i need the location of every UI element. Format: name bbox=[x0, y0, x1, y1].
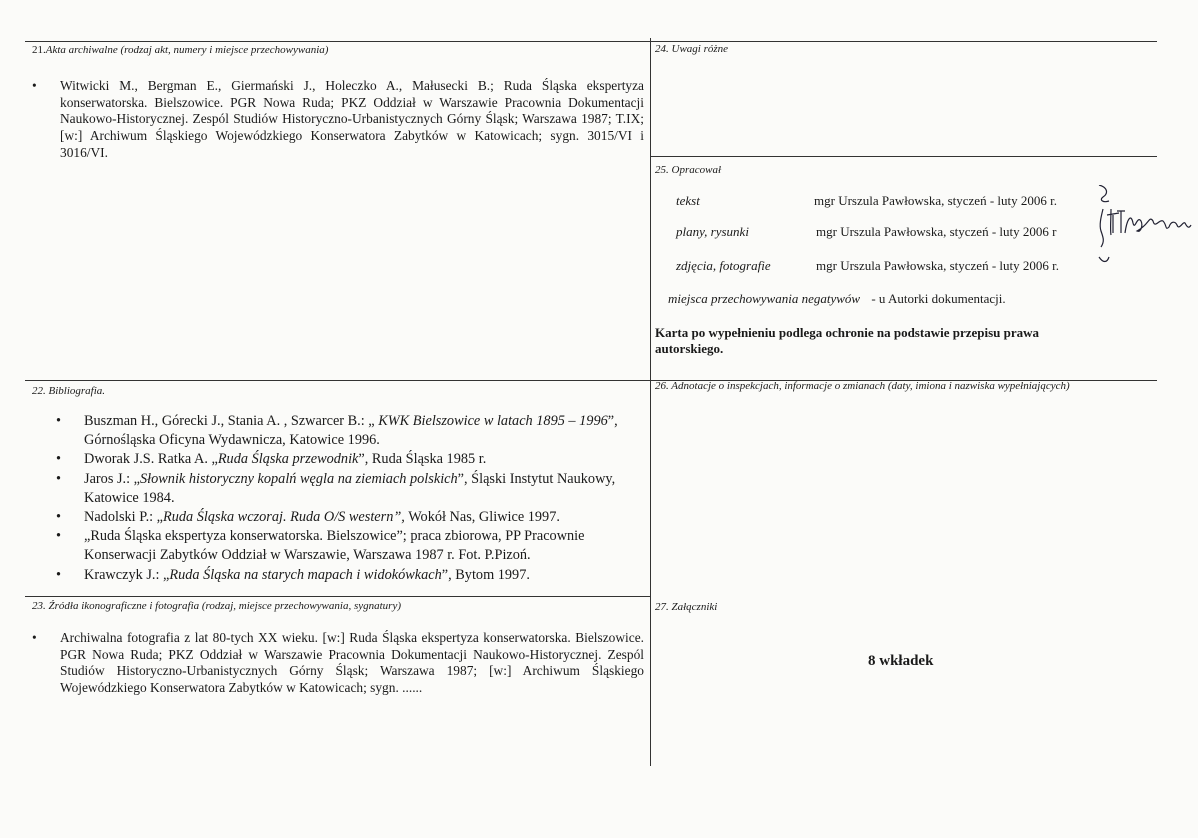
bibliography-item: • Jaros J.: „Słownik historyczny kopalń węgla na ziemiach polskich”, Śląski Instytut Naukowy, Katowice 1984. bbox=[56, 470, 616, 506]
section-23-heading: 23. Źródła ikonograficzne i fotografia (rodzaj, miejsce przechowywania, sygnatury) bbox=[32, 600, 401, 612]
negatives-label: miejsca przechowywania negatywów bbox=[668, 291, 861, 306]
section-21-item bbox=[32, 78, 644, 162]
negatives-value: - u Autorki dokumentacji. bbox=[871, 291, 1006, 306]
bullet: • bbox=[32, 78, 37, 93]
author-row-value: mgr Urszula Pawłowska, styczeń - luty 2006 r. bbox=[814, 193, 1057, 208]
author-row-drawings bbox=[676, 224, 1126, 240]
rule-22-23 bbox=[25, 596, 650, 597]
section-27-heading: 27. Załączniki bbox=[655, 601, 718, 613]
iconography-text: Archiwalna fotografia z lat 80-tych XX wieku. [w:] Ruda Śląska ekspertyza konserwatorska. Bielszowice. PGR Nowa Ruda; PKZ Oddział w Warszawie Pracownia Dokumentacji Naukowo-Historycznej. Zespól Studiów Historyczno-Urbanistycznych Górny Śląsk; Warszawa 1987; [w:] Archiwum Śląskiego Wojewódzkiego Konserwatora Zabytków w Katowicach; sygn. ...... bbox=[60, 630, 644, 696]
signature bbox=[1097, 185, 1197, 265]
section-22-heading: 22. Bibliografia. bbox=[32, 385, 106, 397]
section-21-heading: 21.Akta archiwalne (rodzaj akt, numery i miejsce przechowywania) bbox=[32, 44, 329, 56]
column-divider bbox=[650, 38, 651, 766]
bibliography-item: • Nadolski P.: „Ruda Śląska wczoraj. Ruda O/S western”, Wokół Nas, Gliwice 1997. bbox=[56, 509, 560, 526]
section-24-heading: 24. Uwagi różne bbox=[655, 43, 729, 55]
copyright-notice: Karta po wypełnieniu podlega ochronie na podstawie przepisu prawa autorskiego. bbox=[655, 325, 1040, 356]
section-23-item bbox=[32, 630, 644, 697]
bibliography-item: • Krawczyk J.: „Ruda Śląska na starych mapach i widokówkach”, Bytom 1997. bbox=[56, 566, 530, 583]
author-row-label: plany, rysunki bbox=[676, 224, 749, 239]
bibliography-list bbox=[56, 412, 648, 585]
archival-record-text: Witwicki M., Bergman E., Giermański J., Holeczko A., Małusecki B.; Ruda Śląska ekspertyza konserwatorska. Bielszowice. PGR Nowa Ruda; PKZ Oddział w Warszawie Pracownia Dokumentacji Naukowo-Historycznej. Zespól Studiów Historyczno-Urbanistycznych Górny Śląsk; Warszawa 1987; T.IX; [w:] Archiwum Śląskiego Wojewódzkiego Konserwatora Zabytków w Katowicach; sygn. 3015/VI i 3016/VI. bbox=[60, 78, 644, 160]
bibliography-item: • Dworak J.S. Ratka A. „Ruda Śląska przewodnik”, Ruda Śląska 1985 r. bbox=[56, 451, 487, 468]
negatives-location bbox=[668, 291, 1006, 307]
author-row-value: mgr Urszula Pawłowska, styczeń - luty 2006 r bbox=[816, 224, 1057, 239]
bibliography-item: • Buszman H., Górecki J., Stania A. , Szwarcer B.: „ KWK Bielszowice w latach 1895 – 1996”, Górnośląska Oficyna Wydawnicza, Katowice 1996. bbox=[56, 413, 618, 449]
section-26-heading: 26. Adnotacje o inspekcjach, informacje o zmianach (daty, imiona i nazwiska wypełniających) bbox=[655, 380, 1070, 392]
rule-top bbox=[25, 41, 1157, 42]
attachments-count: 8 wkładek bbox=[868, 653, 934, 669]
author-row-label: tekst bbox=[676, 193, 700, 208]
bibliography-item: • „Ruda Śląska ekspertyza konserwatorska. Bielszowice”; praca zbiorowa, PP Pracownie Konserwacji Zabytków Oddział w Warszawie, Warszawa 1987 r. Fot. P.Pizoń. bbox=[56, 528, 585, 564]
section-25-heading: 25. Opracował bbox=[655, 164, 721, 176]
bullet: • bbox=[32, 630, 37, 645]
author-row-photos bbox=[676, 258, 1126, 274]
author-row-value: mgr Urszula Pawłowska, styczeń - luty 2006 r. bbox=[816, 258, 1059, 273]
rule-24-25 bbox=[650, 156, 1157, 157]
author-row-label: zdjęcia, fotografie bbox=[676, 258, 771, 273]
author-row-text bbox=[676, 193, 1126, 209]
